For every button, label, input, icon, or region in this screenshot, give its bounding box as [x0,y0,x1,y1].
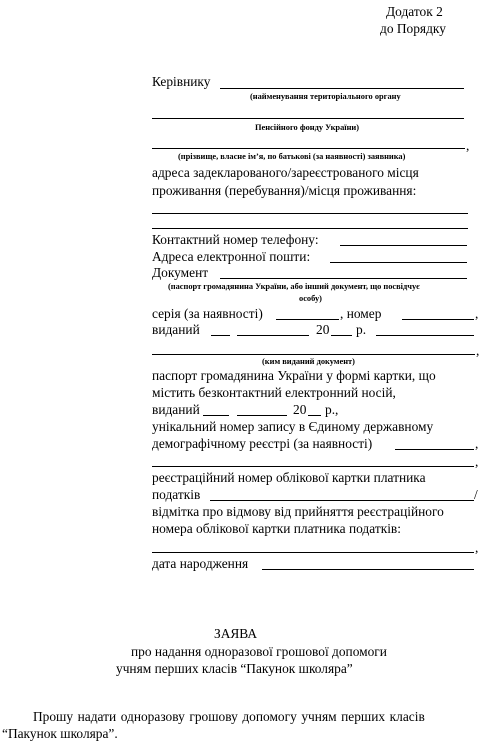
application-body-1: Прошу надати одноразову грошову допомогу учням перших класів [33,709,425,724]
application-subtitle-2: учням перших класів “Пакунок школяра” [116,661,353,676]
tax-slash: / [474,487,478,502]
issued-year-field[interactable] [331,335,352,336]
issued-label: виданий [152,322,200,337]
org-line[interactable] [152,118,464,119]
number-comma: , [475,306,479,321]
idcard-day-field[interactable] [203,415,229,416]
name-line[interactable] [152,148,465,149]
tax-refusal-field[interactable] [152,552,474,553]
birth-label: дата народження [152,556,249,571]
addendum-number: Додаток 2 [386,4,443,19]
idcard-year-prefix: 20 [293,402,307,417]
name-comma: , [466,138,470,153]
application-body-2: “Пакунок школяра”. [2,726,118,741]
series-field[interactable] [276,319,339,320]
idcard-issued-label: виданий [152,402,200,417]
issued-by-hint: (ким виданий документ) [262,357,355,366]
idcard-line-5: демографічному реєстрі (за наявності) [152,436,373,451]
issued-extra-field[interactable] [376,335,474,336]
org-hint-2: Пенсійного фонду України) [255,123,360,132]
idcard-line-2: містить безконтактний електронний носій, [152,385,396,400]
issued-year-suffix: р. [356,322,367,337]
issued-by-field[interactable] [152,354,475,355]
tax-refusal-comma: , [475,540,479,555]
addendum-procedure: до Порядку [380,21,446,36]
document-hint-2: особу) [299,294,322,303]
document-hint-1: (паспорт громадянина України, або інший документ, що посвідчує [168,282,420,291]
head-line[interactable] [220,88,464,89]
tax-line-1: реєстраційний номер облікової картки платника [152,470,426,485]
org-hint: (найменування територіального органу [250,92,401,101]
idcard-year-field[interactable] [308,415,321,416]
idcard-year-suffix: р., [325,402,339,417]
issued-month-field[interactable] [237,335,309,336]
address-input-1[interactable] [152,213,468,214]
email-field[interactable] [330,262,467,263]
tax-label: податків [152,487,201,502]
idcard-line-4: унікальний номер запису в Єдиному державному [152,419,434,434]
issued-year-prefix: 20 [316,322,330,337]
address-input-2[interactable] [152,228,468,229]
idcard-month-field[interactable] [237,415,287,416]
tax-line-3: відмітка про відмову від прийняття реєстраційного [152,504,444,519]
tax-line-4: номера облікової картки платника податків: [152,521,401,536]
document-field[interactable] [220,278,467,279]
application-subtitle-1: про надання одноразової грошової допомоги [131,644,387,659]
address-line-1: адреса задекларованого/зареєстрованого місця [152,165,419,180]
head-label: Керівнику [152,74,211,89]
email-label: Адреса електронної пошти: [152,249,311,264]
idcard-extra-comma: , [475,454,479,469]
idcard-extra-field[interactable] [152,466,474,467]
tax-field[interactable] [210,500,474,501]
unzr-field[interactable] [395,449,474,450]
number-label: , номер [340,306,382,321]
name-hint: (прізвище, власне ім’я, по батькові (за наявності) заявника) [178,152,406,161]
issued-day-field[interactable] [211,335,230,336]
application-title: ЗАЯВА [214,626,258,641]
series-label: серія (за наявності) [152,306,263,321]
document-label: Документ [152,265,209,280]
birth-field[interactable] [262,569,474,570]
issued-by-comma: , [476,343,480,358]
phone-label: Контактний номер телефону: [152,232,319,247]
phone-field[interactable] [340,245,467,246]
idcard-line-1: паспорт громадянина України у формі картки, що [152,368,436,383]
address-line-2: проживання (перебування)/місця проживання: [152,183,417,198]
unzr-comma: , [475,436,479,451]
number-field[interactable] [402,319,474,320]
